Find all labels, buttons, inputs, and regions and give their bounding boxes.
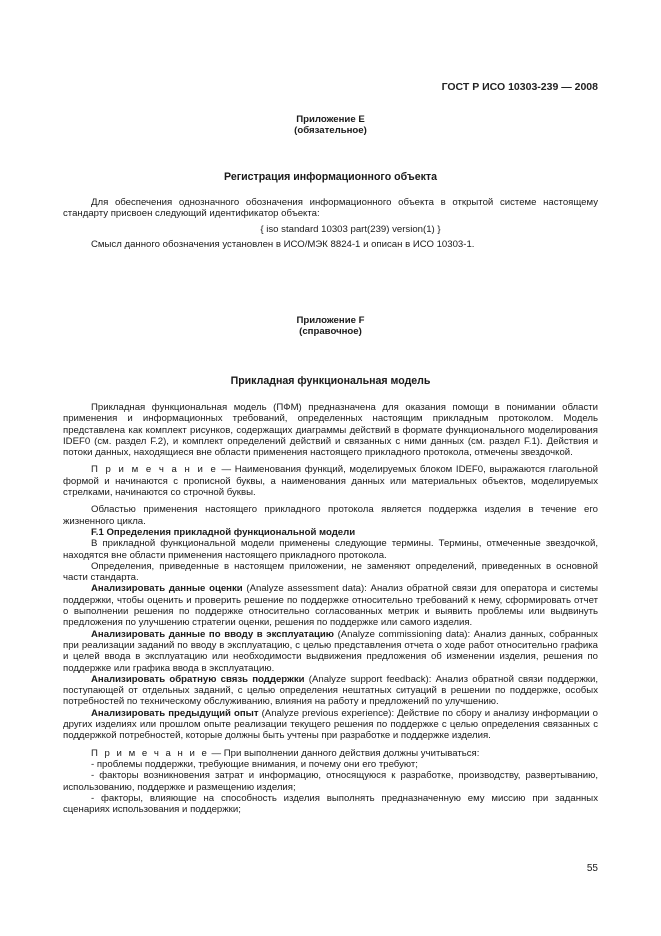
note-2-text: — При выполнении данного действия должны учитываться: xyxy=(208,747,480,759)
term-definition xyxy=(63,583,598,628)
note-2 xyxy=(63,748,598,759)
term-name: Анализировать данные по вводу в эксплуатацию xyxy=(91,628,334,640)
appendix-f-body xyxy=(63,402,598,815)
appendix-f-title: Приложение F xyxy=(296,315,365,326)
list-item: - проблемы поддержки, требующие внимания, и почему они его требуют; xyxy=(91,758,418,770)
list-item: - факторы, влияющие на способность изделия выполнять предназначенную ему миссию при заданных сценариях использования и поддержки; xyxy=(63,792,598,816)
appendix-e-paragraph-1: Для обеспечения однозначного обозначения информационного объекта в открытой системе настоящему стандарту присвоен следующий идентификатор объекта: xyxy=(63,197,598,220)
appendix-f-paragraph-1: Прикладная функциональная модель (ПФМ) предназначена для оказания помощи в понимании области применения и информационных требований, определенных настоящим прикладным протоколом. Модель представлена как комплект рисунков, содержащих диаграммы действий в формате функционального моделирования IDEF0 (см. раздел F.2), и комплект определений действий и связанных с ними данных (см. раздел F.1). Действия и потоки данных, находящиеся вне области применения настоящего прикладного протокола, отмечены звездочкой. xyxy=(63,402,598,459)
appendix-e-title-block xyxy=(0,114,661,137)
section-f1-heading: F.1 Определения прикладной функциональной модели xyxy=(91,526,356,538)
term-name: Анализировать данные оценки xyxy=(91,583,243,595)
document-code: ГОСТ Р ИСО 10303-239 — 2008 xyxy=(441,81,598,93)
appendix-e-title: Приложение E xyxy=(296,114,365,125)
appendix-f-status: (справочное) xyxy=(299,326,362,338)
term-definition xyxy=(63,674,598,708)
term-definition xyxy=(63,629,598,674)
note-1-text: — Наименования функций, моделируемых блоком IDEF0, выражаются глагольной формой и начинаются с прописной буквы, а наименования данных или материальных объектов, моделируемых стрелками, начинаются со строчной буквы. xyxy=(63,464,599,499)
appendix-f-paragraph-2: Областью применения настоящего прикладного протокола является поддержка изделия в течение его жизненного цикла. xyxy=(63,504,598,527)
note-1-label: П р и м е ч а н и е xyxy=(91,464,218,476)
appendix-f-paragraph-3: В прикладной функциональной модели применены следующие термины. Термины, отмеченные звездочкой, находятся вне области применения настоящего прикладного протокола. xyxy=(63,538,598,561)
term-name: Анализировать обратную связь поддержки xyxy=(91,673,305,685)
page-number: 55 xyxy=(586,863,598,874)
term-text: (Analyze commissioning data): Анализ данных, собранных при реализации заданий по вводу в эксплуатацию, с целью представления отчета о ходе работ относительно графика и целей ввода в эксплуатацию или необходимости выдвижения предложения об изменении изделия, решения по поддержке или графика ввода в эксплуатацию. xyxy=(63,628,598,674)
list-item: - факторы возникновения затрат и информацию, относящуюся к разработке, производству, развертыванию, использованию, поддержке и размещению изделия; xyxy=(63,770,598,793)
term-text: (Analyze previous experience): Действие по сбору и анализу информации о других изделиях или прошлом опыте реализации текущего решения по поддержке с целью определения связанных с поддержкой потребностей, которые должны быть учтены при разработке и поддержке изделия. xyxy=(63,707,598,742)
note-2-label: П р и м е ч а н и е xyxy=(91,747,209,759)
appendix-e-paragraph-2: Смысл данного обозначения установлен в ИСО/МЭК 8824-1 и описан в ИСО 10303-1. xyxy=(91,238,475,250)
term-name: Анализировать предыдущий опыт xyxy=(91,707,259,719)
term-definition xyxy=(63,708,598,742)
term-text: (Analyze assessment data): Анализ обратной связи для оператора и системы поддержки, чтобы оценить и проверить решение по поддержке относительно требований к нему, сформировать отчет о выполнении решения по поддержке относительно согласованных метрик и выявить проблемы или выдвинуть предложения по улучшению стратегии оценки, решения по поддержке или самого изделия. xyxy=(63,583,598,629)
object-identifier: { iso standard 10303 part(239) version(1) } xyxy=(260,223,441,235)
appendix-f-paragraph-4: Определения, приведенные в настоящем приложении, не заменяют определений, приведенных в основной части стандарта. xyxy=(63,560,598,584)
appendix-f-heading: Прикладная функциональная модель xyxy=(230,375,431,387)
appendix-e-body xyxy=(63,197,598,250)
appendix-e-heading: Регистрация информационного объекта xyxy=(224,171,437,183)
appendix-e-status: (обязательное) xyxy=(294,125,367,137)
note-1 xyxy=(63,464,598,498)
appendix-f-title-block xyxy=(0,315,661,338)
term-text: (Analyze support feedback): Анализ обратной связи поддержки, поступающей от отдельных заданий, с целью определения нештатных ситуаций в решении по поддержке, особых потребностей по техническому обслуживанию, влияния на работу и предложений по улучшению. xyxy=(63,673,598,708)
